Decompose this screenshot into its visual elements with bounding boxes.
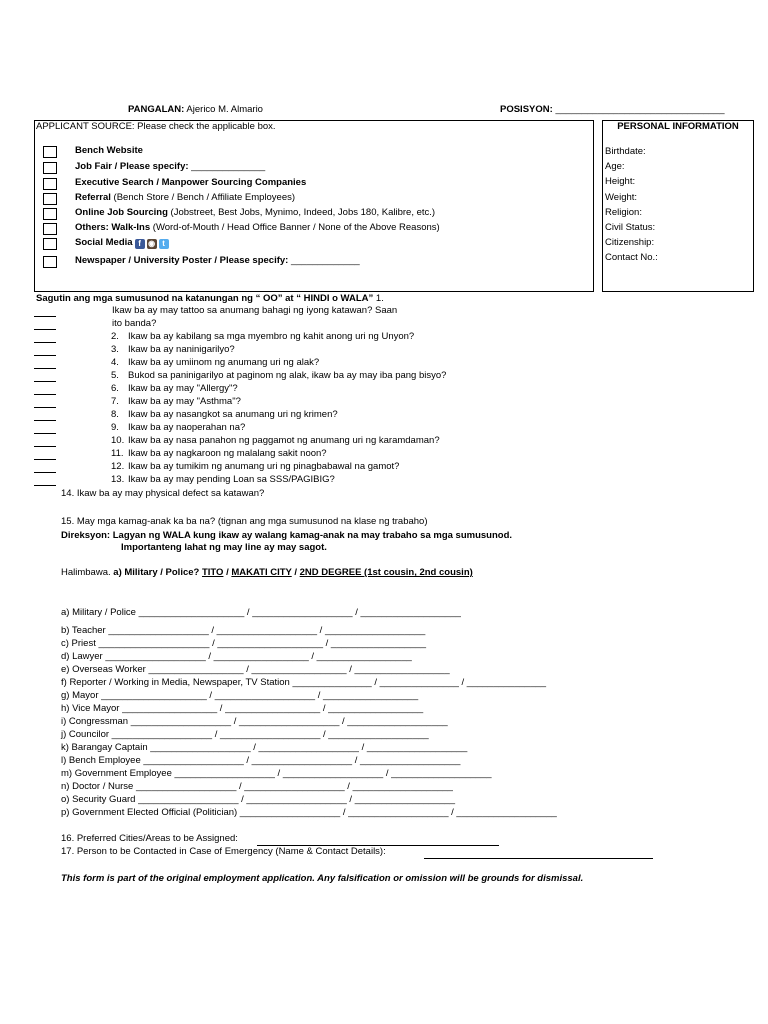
position-field[interactable]: ________________________________ bbox=[555, 104, 725, 115]
applicant-source-title: APPLICANT SOURCE: Please check the applicable box. bbox=[36, 121, 276, 132]
answer-line-9[interactable] bbox=[34, 420, 56, 421]
relative-row-6[interactable]: f) Reporter / Working in Media, Newspaper, TV Station _______________ / _______________ / _______________ bbox=[61, 677, 547, 688]
question-number: 8. bbox=[111, 409, 119, 420]
question-text: Ikaw ba ay naninigarilyo? bbox=[128, 344, 235, 355]
question-1-line1: Ikaw ba ay may tattoo sa anumang bahagi ng iyong katawan? Saan bbox=[112, 305, 398, 316]
question-number: 9. bbox=[111, 422, 119, 433]
personal-info-field-4: Weight: bbox=[605, 191, 638, 203]
question-15: 15. May mga kamag-anak ka ba na? (tignan ang mga sumusunod na klase ng trabaho) bbox=[61, 516, 428, 527]
personal-info-field-5: Religion: bbox=[605, 206, 642, 218]
question-17: 17. Person to be Contacted in Case of Emergency (Name & Contact Details): bbox=[61, 846, 386, 857]
name-label: PANGALAN: bbox=[128, 104, 185, 115]
checkbox-source-1[interactable] bbox=[43, 146, 57, 158]
direction-line-2: Importanteng lahat ng may line ay may sagot. bbox=[121, 542, 327, 553]
questions-intro bbox=[36, 293, 384, 304]
personal-info-field-1: Birthdate: bbox=[605, 146, 646, 157]
relative-row-9[interactable]: i) Congressman ___________________ / ___________________ / ___________________ bbox=[61, 716, 448, 727]
direction-line-1: Direksyon: Lagyan ng WALA kung ikaw ay walang kamag-anak na may trabaho sa mga sumusunod. bbox=[61, 530, 513, 541]
twitter-icon: t bbox=[159, 239, 169, 249]
relative-row-1[interactable]: a) Military / Police ____________________ / ___________________ / ___________________ bbox=[61, 607, 461, 618]
personal-info-field-3: Height: bbox=[605, 176, 636, 188]
example-location: MAKATI CITY bbox=[231, 567, 292, 578]
question-16: 16. Preferred Cities/Areas to be Assigned: bbox=[61, 833, 238, 844]
question-text: Ikaw ba ay nasangkot sa anumang uri ng krimen? bbox=[128, 409, 338, 420]
answer-line-2[interactable] bbox=[34, 329, 56, 330]
example-relation: TITO bbox=[201, 567, 224, 578]
personal-info-field-8: Contact No.: bbox=[605, 252, 658, 264]
relative-row-11[interactable]: k) Barangay Captain ___________________ / ___________________ / ___________________ bbox=[61, 742, 468, 753]
question-17-answer-line[interactable] bbox=[424, 858, 653, 859]
relative-row-12[interactable]: l) Bench Employee ___________________ / ___________________ / ___________________ bbox=[61, 755, 461, 766]
question-text: Bukod sa paninigarilyo at paginom ng alak, ikaw ba ay may iba pang bisyo? bbox=[128, 370, 447, 381]
question-number: 7. bbox=[111, 396, 119, 407]
relative-row-15[interactable]: o) Security Guard ___________________ / ___________________ / ___________________ bbox=[61, 794, 456, 805]
question-text: Ikaw ba ay nagkaroon ng malalang sakit noon? bbox=[128, 448, 327, 459]
source-option-detail: ______________ bbox=[188, 161, 266, 172]
question-text: Ikaw ba ay nasa panahon ng paggamot ng anumang uri ng karamdaman? bbox=[128, 435, 440, 446]
relative-row-13[interactable]: m) Government Employee ___________________ / ___________________ / ___________________ bbox=[61, 768, 492, 779]
relative-row-10[interactable]: j) Councilor ___________________ / ___________________ / ___________________ bbox=[61, 729, 429, 740]
source-option-detail: (Jobstreet, Best Jobs, Mynimo, Indeed, Jobs 180, Kalibre, etc.) bbox=[167, 207, 436, 218]
source-option-label: Others: Walk-Ins bbox=[75, 222, 151, 233]
relative-row-5[interactable]: e) Overseas Worker __________________ / __________________ / __________________ bbox=[61, 664, 450, 675]
source-option-7 bbox=[75, 237, 169, 249]
relative-row-2[interactable]: b) Teacher ___________________ / ___________________ / ___________________ bbox=[61, 625, 426, 636]
source-option-label: Job Fair / Please specify: bbox=[75, 161, 189, 172]
questions-intro-text: Sagutin ang mga sumusunod na katanungan ng “ OO” at “ HINDI o WALA” bbox=[36, 293, 374, 304]
answer-line-1[interactable] bbox=[34, 316, 56, 317]
checkbox-source-6[interactable] bbox=[43, 223, 57, 235]
personal-info-field-2: Age: bbox=[605, 161, 625, 173]
source-option-label: Referral bbox=[75, 192, 111, 203]
answer-line-14[interactable] bbox=[34, 485, 56, 486]
relative-row-3[interactable]: c) Priest _____________________ / ____________________ / __________________ bbox=[61, 638, 427, 649]
answer-line-13[interactable] bbox=[34, 472, 56, 473]
personal-info-title: PERSONAL INFORMATION bbox=[617, 121, 739, 132]
question-number: 12. bbox=[111, 461, 125, 472]
question-number: 2. bbox=[111, 331, 119, 342]
example-sep-1: / bbox=[223, 567, 232, 578]
question-text: Ikaw ba ay umiinom ng anumang uri ng alak? bbox=[128, 357, 320, 368]
position-row bbox=[500, 104, 725, 115]
checkbox-source-8[interactable] bbox=[43, 256, 57, 268]
example-row bbox=[61, 567, 473, 578]
answer-line-5[interactable] bbox=[34, 368, 56, 369]
checkbox-source-3[interactable] bbox=[43, 178, 57, 190]
answer-line-4[interactable] bbox=[34, 355, 56, 356]
source-option-5 bbox=[75, 207, 435, 218]
question-14: 14. Ikaw ba ay may physical defect sa katawan? bbox=[61, 488, 265, 499]
answer-line-8[interactable] bbox=[34, 407, 56, 408]
source-option-2 bbox=[75, 161, 265, 172]
source-option-label: Newspaper / University Poster / Please specify: bbox=[75, 255, 289, 266]
name-row bbox=[128, 104, 263, 115]
question-1-number: 1. bbox=[373, 293, 384, 304]
source-option-1 bbox=[75, 145, 143, 156]
example-category: a) Military / Police? bbox=[113, 567, 200, 578]
source-option-3 bbox=[75, 177, 306, 188]
source-option-label: Executive Search / Manpower Sourcing Companies bbox=[75, 177, 307, 188]
checkbox-source-4[interactable] bbox=[43, 193, 57, 205]
question-number: 3. bbox=[111, 344, 119, 355]
question-text: Ikaw ba ay may "Asthma"? bbox=[128, 396, 241, 407]
source-option-detail: (Word-of-Mouth / Head Office Banner / None of the Above Reasons) bbox=[150, 222, 440, 233]
question-text: Ikaw ba ay may pending Loan sa SSS/PAGIBIG? bbox=[128, 474, 335, 485]
question-number: 5. bbox=[111, 370, 119, 381]
checkbox-source-2[interactable] bbox=[43, 162, 57, 174]
answer-line-10[interactable] bbox=[34, 433, 56, 434]
relative-row-4[interactable]: d) Lawyer ___________________ / __________________ / __________________ bbox=[61, 651, 412, 662]
source-option-8 bbox=[75, 255, 360, 266]
question-number: 13. bbox=[111, 474, 125, 485]
checkbox-source-5[interactable] bbox=[43, 208, 57, 220]
source-option-label: Social Media bbox=[75, 237, 133, 248]
example-degree: 2ND DEGREE (1st cousin, 2nd cousin) bbox=[299, 567, 473, 578]
question-text: Ikaw ba ay tumikim ng anumang uri ng pinagbabawal na gamot? bbox=[128, 461, 400, 472]
personal-info-field-7: Citizenship: bbox=[605, 237, 655, 249]
question-text: Ikaw ba ay may "Allergy"? bbox=[128, 383, 238, 394]
source-option-label: Bench Website bbox=[75, 145, 143, 156]
answer-line-7[interactable] bbox=[34, 394, 56, 395]
disclaimer: This form is part of the original employment application. Any falsification or omission will be grounds for dismissal. bbox=[61, 873, 584, 884]
example-prefix: Halimbawa. bbox=[61, 567, 111, 578]
answer-line-3[interactable] bbox=[34, 342, 56, 343]
question-number: 11. bbox=[111, 448, 124, 459]
question-text: Ikaw ba ay kabilang sa mga myembro ng kahit anong uri ng Unyon? bbox=[128, 331, 415, 342]
question-number: 10. bbox=[111, 435, 125, 446]
relative-row-7[interactable]: g) Mayor ____________________ / ___________________ / __________________ bbox=[61, 690, 419, 701]
question-1-line2: ito banda? bbox=[112, 318, 157, 329]
source-option-6 bbox=[75, 222, 440, 233]
position-label: POSISYON: bbox=[500, 104, 553, 115]
name-value[interactable]: Ajerico M. Almario bbox=[186, 104, 263, 115]
question-text: Ikaw ba ay naoperahan na? bbox=[128, 422, 246, 433]
example-sep-2: / bbox=[291, 567, 300, 578]
source-option-4 bbox=[75, 192, 295, 203]
question-number: 6. bbox=[111, 383, 119, 394]
facebook-icon: f bbox=[135, 239, 145, 249]
instagram-icon: ◉ bbox=[148, 239, 156, 248]
personal-info-field-6: Civil Status: bbox=[605, 222, 656, 233]
source-option-detail: _____________ bbox=[288, 255, 360, 266]
relative-row-8[interactable]: h) Vice Mayor __________________ / __________________ / __________________ bbox=[61, 703, 424, 714]
source-option-label: Online Job Sourcing bbox=[75, 207, 168, 218]
answer-line-6[interactable] bbox=[34, 381, 56, 382]
answer-line-12[interactable] bbox=[34, 459, 56, 460]
answer-line-11[interactable] bbox=[34, 446, 56, 447]
question-number: 4. bbox=[111, 357, 119, 368]
checkbox-source-7[interactable] bbox=[43, 238, 57, 250]
source-option-detail: (Bench Store / Bench / Affiliate Employees) bbox=[110, 192, 296, 203]
relative-row-16[interactable]: p) Government Elected Official (Politician) ___________________ / ___________________ / ___________________ bbox=[61, 807, 557, 818]
relative-row-14[interactable]: n) Doctor / Nurse ___________________ / ___________________ / ___________________ bbox=[61, 781, 453, 792]
